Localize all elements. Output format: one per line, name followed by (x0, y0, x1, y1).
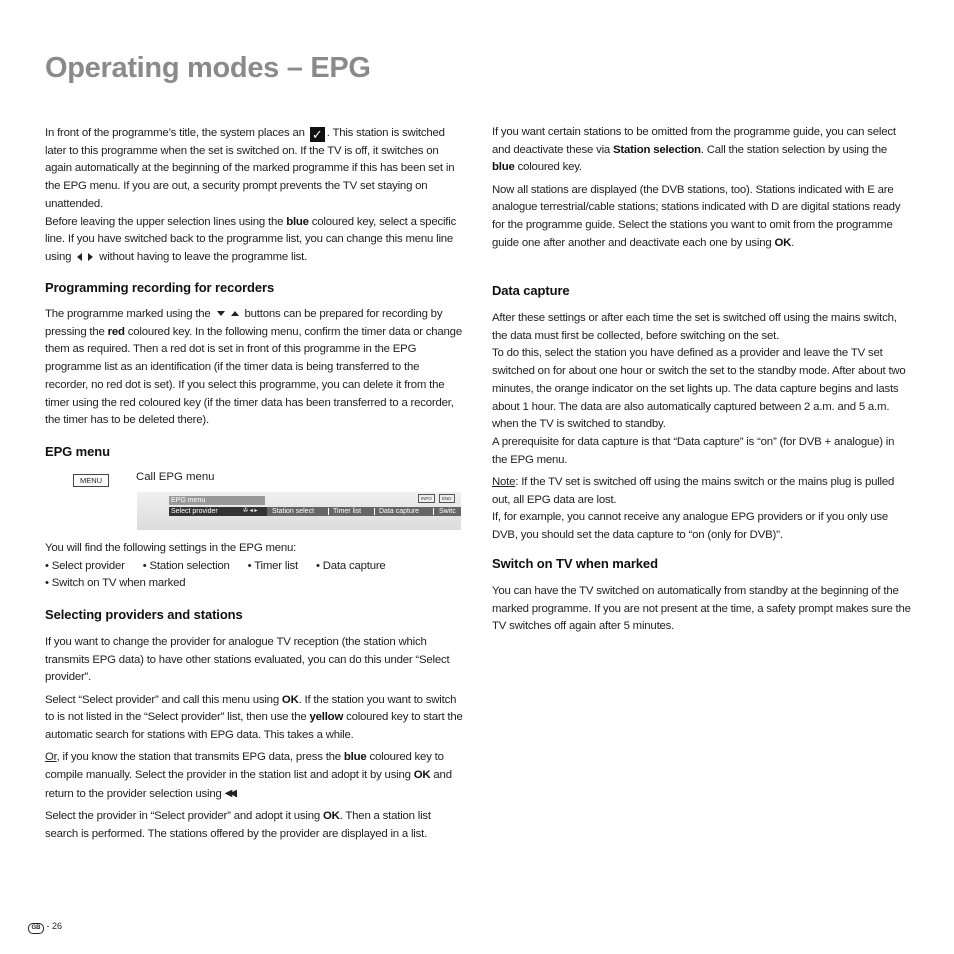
paragraph: A prerequisite for data capture is that “Data capture” is “on” (for DVB + analogue) in the EPG menu. (492, 435, 895, 466)
paragraph: In front of the programme’s title, the system places an ✓ . This station is switched later to this programme when the set is switched on. If the TV is off, it switches on again automatically at the beginning of the marked programme if this has been set in the EPG menu. If you are out, a security prompt prevents the TV set staying on unattended. (45, 127, 455, 210)
osd-info-button: INFO (418, 494, 435, 503)
osd-end-button: END (439, 494, 455, 503)
paragraph: If you want certain stations to be omitted from the programme guide, you can select and deactivate these via Station selection. Call the station selection by using the blue coloured key. (492, 126, 896, 174)
list-item: • Data capture (316, 559, 386, 572)
arrow-down-icon (217, 311, 225, 316)
paragraph: Select “Select provider” and call this menu using OK. If the station you want to switch to is not listed in the “Select provider” list, then use the yellow coloured key to start the automatic search for stations with EPG data. This takes a while. (45, 693, 463, 742)
epg-menu-settings (45, 540, 465, 593)
list-item: • Select provider (45, 559, 125, 572)
page-footer (28, 921, 62, 934)
paragraph: After these settings or after each time the set is switched off using the mains switch, the data must first be collected, before switching on the set. (492, 312, 897, 342)
paragraph: If you want to change the provider for analogue TV reception (the station which transmits EPG data) to have other stations evaluated, you can do this under “Select provider”. (45, 636, 450, 684)
osd-item-timer-list: Timer list (333, 508, 362, 515)
heading-epg-menu: EPG menu (45, 444, 110, 459)
page-title: Operating modes – EPG (45, 52, 371, 84)
paragraph: You will find the following settings in the EPG menu: (45, 542, 297, 554)
paragraph: Note: If the TV set is switched off using the mains switch or the mains plug is pulled out, all EPG data are lost. (492, 475, 895, 506)
paragraph: Select the provider in “Select provider” and adopt it using OK. Then a station list search is performed. The stations offered by the provider are displayed in a list. (45, 809, 431, 840)
osd-separator (433, 508, 434, 515)
osd-title: EPG menu (169, 496, 265, 505)
list-item: • Switch on TV when marked (45, 577, 186, 590)
osd-provider-icons: ✇ ◂ ▸ (243, 508, 258, 514)
osd-item-select-provider: Select provider (171, 508, 218, 515)
recording-text (45, 306, 465, 430)
data-capture-text (492, 310, 912, 545)
heading-programming-recording: Programming recording for recorders (45, 280, 275, 295)
page-number: - 26 (46, 921, 63, 931)
paragraph: Before leaving the upper selection lines using the blue coloured key, select a specific line. If you have switched back to the programme list, you can change this menu line using without having to leave the programme list. (45, 215, 457, 263)
heading-data-capture: Data capture (492, 283, 570, 298)
paragraph: If, for example, you cannot receive any analogue EPG providers or if you only use DVB, you should set the data capture to “on (only for DVB)". (492, 511, 888, 541)
intro-text (45, 125, 465, 267)
paragraph: The programme marked using the buttons can be prepared for recording by pressing the red coloured key. In the following menu, confirm the timer data or change them as required. Then a red dot is set in front of this programme in the EPG programme list as an identification (if the timer data is being transferred to the recorder, no red dot is set). If you select this programme, you can delete it from the timer using the red coloured key (if the timer data has been transferred to a recorder, the timer has to be deleted there). (45, 308, 462, 427)
list-item: • Timer list (247, 559, 298, 572)
list-item: • Station selection (142, 559, 230, 572)
menu-key-icon: MENU (73, 474, 109, 487)
selecting-text (45, 634, 465, 843)
arrow-left-icon (77, 253, 82, 261)
checkmark-icon: ✓ (310, 127, 325, 142)
menu-key-label: Call EPG menu (136, 471, 215, 483)
country-badge: GB (28, 923, 44, 934)
settings-list (45, 558, 465, 576)
switch-on-text (492, 583, 912, 636)
osd-separator (328, 508, 329, 515)
station-selection-text (492, 124, 912, 252)
epg-menu-screenshot (137, 492, 461, 530)
osd-separator (374, 508, 375, 515)
paragraph: You can have the TV switched on automatically from standby at the beginning of the marked programme. If you are not present at the time, a safety prompt makes sure the TV switches off again after 5 minutes. (492, 585, 911, 633)
osd-item-station-select: Station select (272, 508, 315, 515)
paragraph: To do this, select the station you have defined as a provider and leave the TV set switched on for about one hour or switch the set to the standby mode. After about two minutes, the orange indicator on the set lights up. The data capture begins and lasts about 1 hour. The data are also automatically captured between 2 a.m. and 5 a.m. when the TV is switched to standby. (492, 347, 906, 431)
paragraph: Now all stations are displayed (the DVB stations, too). Stations indicated with E are analogue terrestrial/cable stations; stations indicated with D are digital stations ready for the programme guide. Select the stations you want to omit from the programme guide one after another and deactivate each one by using OK. (492, 183, 901, 249)
osd-item-data-capture: Data capture (379, 508, 420, 515)
paragraph: Or, if you know the station that transmits EPG data, press the blue coloured key to compile manually. Select the provider in the station list and adopt it by using OK and return to the provider selection using ◀◀. (45, 751, 452, 800)
heading-switch-on-tv: Switch on TV when marked (492, 556, 658, 571)
rewind-icon: ◀◀ (224, 787, 235, 799)
heading-selecting-providers: Selecting providers and stations (45, 607, 243, 622)
arrow-right-icon (88, 253, 93, 261)
osd-item-switch: Switc (439, 508, 456, 515)
arrow-up-icon (231, 311, 239, 316)
